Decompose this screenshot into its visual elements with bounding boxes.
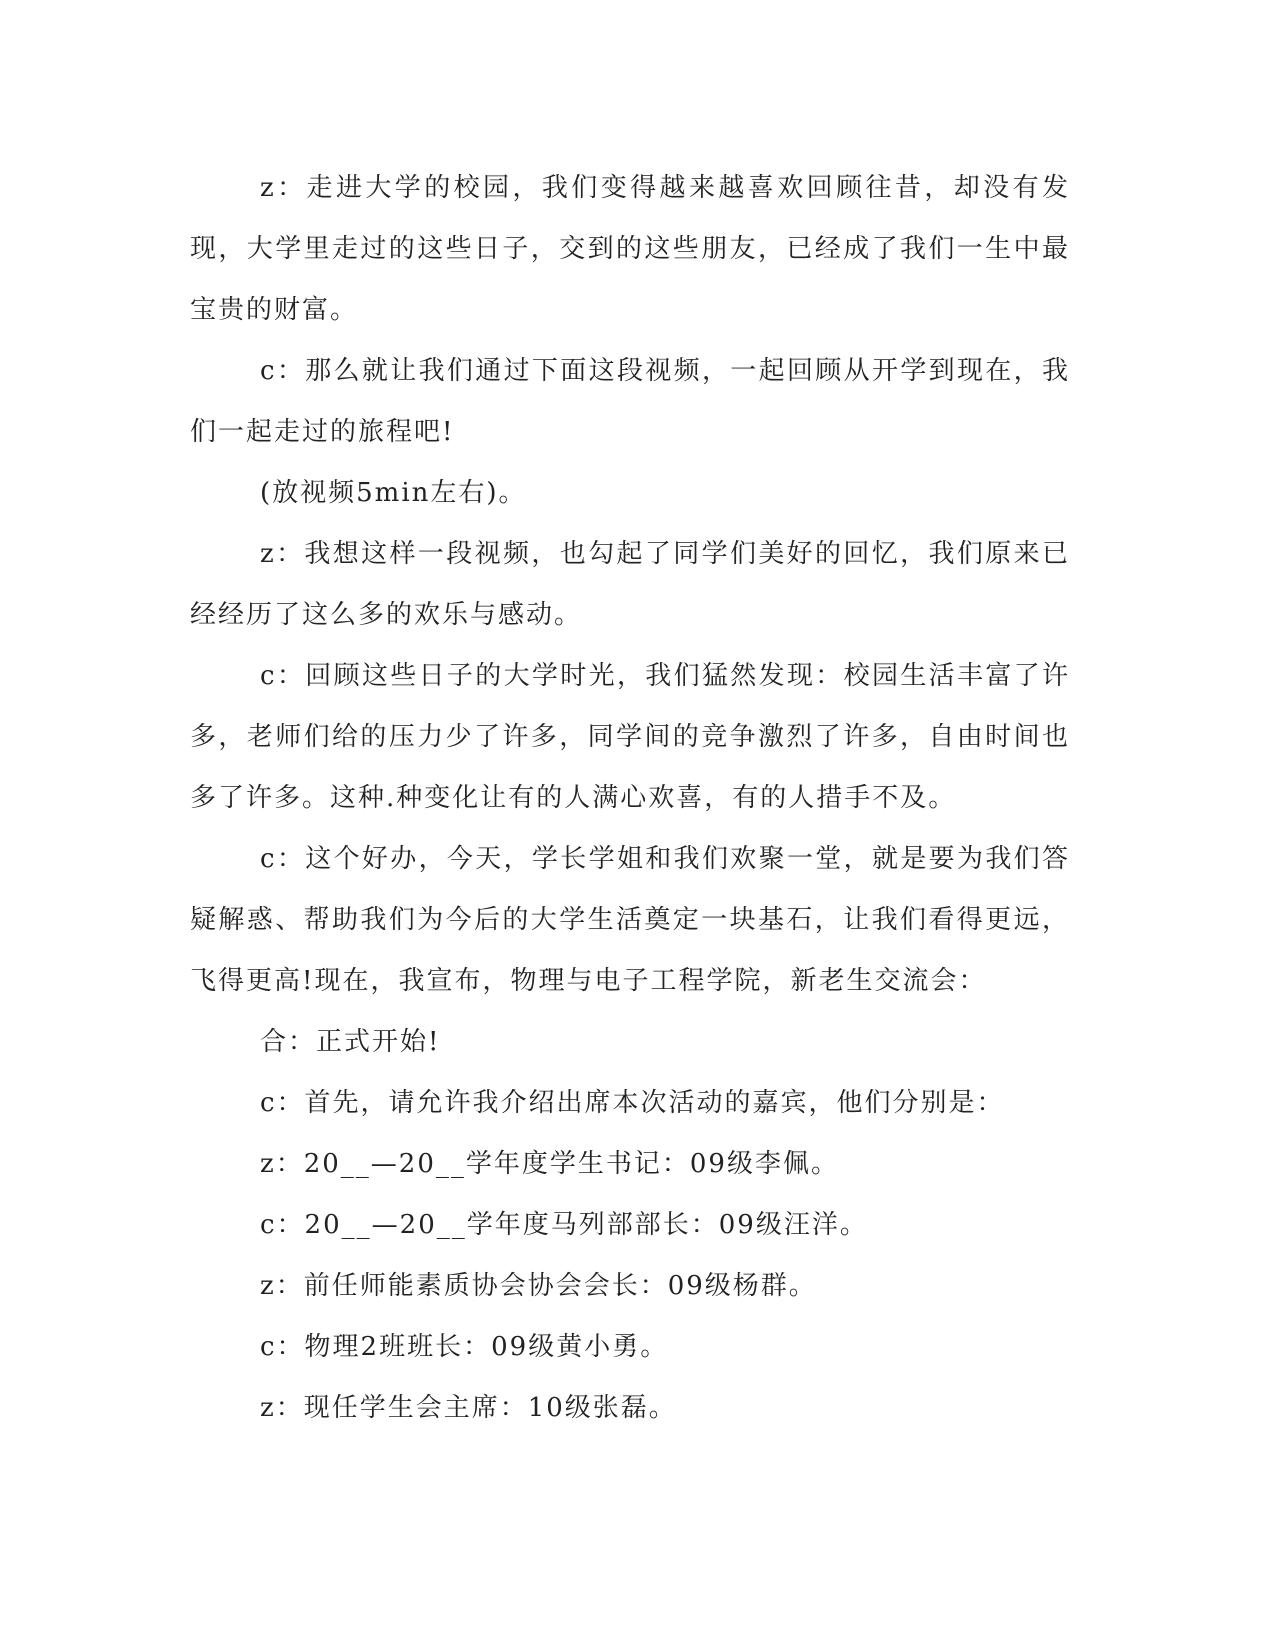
paragraph-10: c：20__—20__学年度马列部部长：09级汪洋。 (260, 1210, 868, 1240)
paragraph-4: z：我想这样一段视频，也勾起了同学们美好的回忆，我们原来已经经历了这么多的欢乐与感动。 (190, 539, 1070, 630)
paragraph-8: c：首先，请允许我介绍出席本次活动的嘉宾，他们分别是： (260, 1088, 1005, 1118)
paragraph-11: z：前任师能素质协会协会会长：09级杨群。 (260, 1271, 817, 1301)
paragraph-6: c：这个好办，今天，学长学姐和我们欢聚一堂，就是要为我们答疑解惑、帮助我们为今后的大学生活奠定一块基石，让我们看得更远，飞得更高!现在，我宣布，物理与电子工程学院，新老生交流会： (190, 844, 1070, 996)
paragraph-3: (放视频5min左右)。 (260, 478, 527, 508)
paragraph-2: c：那么就让我们通过下面这段视频，一起回顾从开学到现在，我们一起走过的旅程吧! (190, 356, 1070, 447)
paragraph-5: c：回顾这些日子的大学时光，我们猛然发现：校园生活丰富了许多，老师们给的压力少了许多，同学间的竞争激烈了许多，自由时间也多了许多。这种.种变化让有的人满心欢喜，有的人措手不及。 (190, 661, 1070, 813)
paragraph-13: z：现任学生会主席：10级张磊。 (260, 1393, 677, 1423)
paragraph-1: z：走进大学的校园，我们变得越来越喜欢回顾往昔，却没有发现，大学里走过的这些日子，交到的这些朋友，已经成了我们一生中最宝贵的财富。 (190, 173, 1070, 325)
document-body (190, 158, 1070, 1439)
paragraph-7: 合：正式开始! (260, 1027, 441, 1057)
paragraph-12: c：物理2班班长：09级黄小勇。 (260, 1332, 669, 1362)
paragraph-9: z：20__—20__学年度学生书记：09级李佩。 (260, 1149, 839, 1179)
